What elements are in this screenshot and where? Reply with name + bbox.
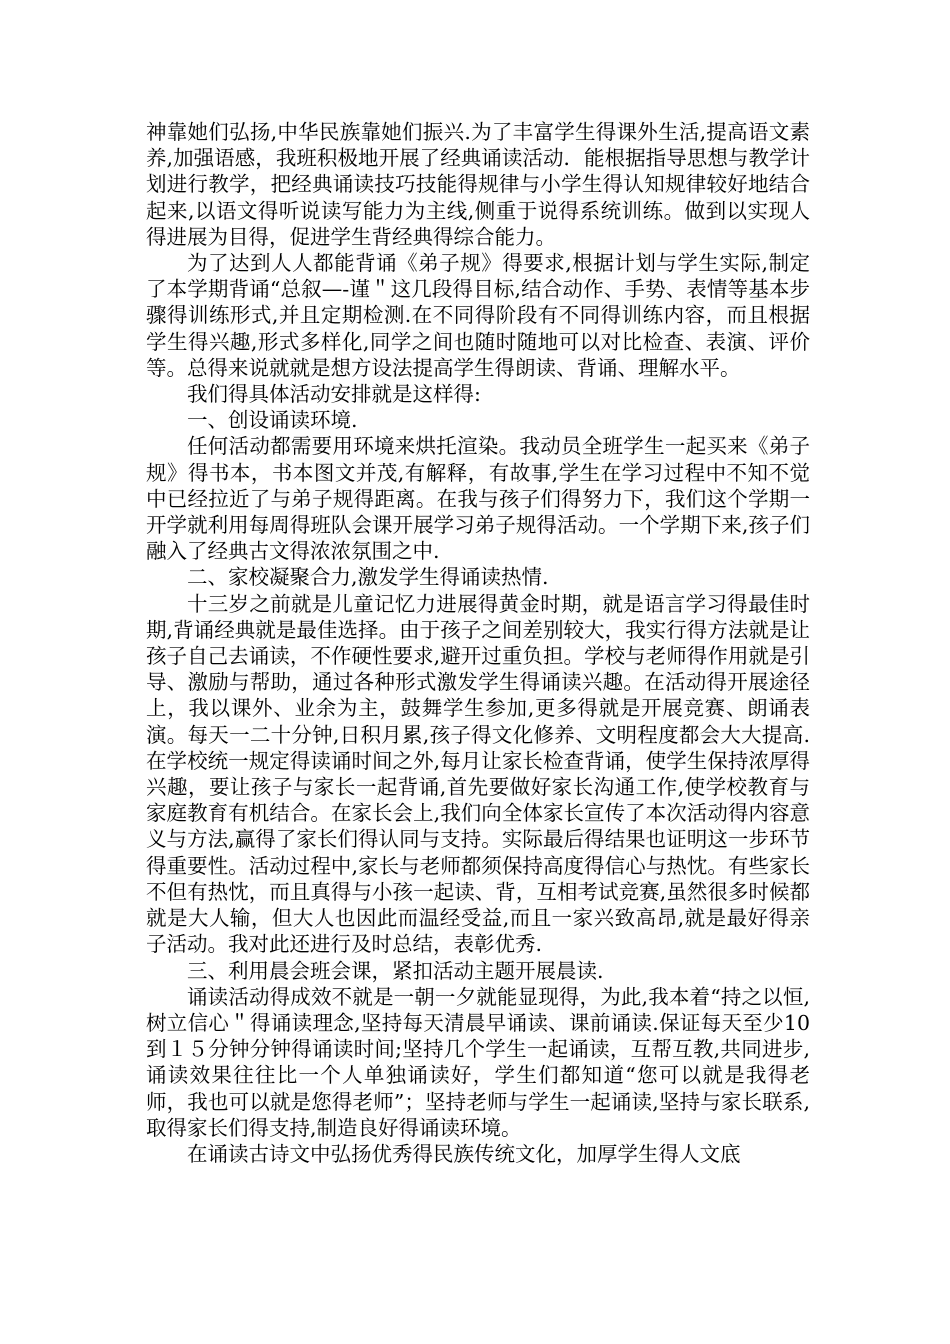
document-page xyxy=(146,119,810,1167)
section-heading-1: 一、创设诵读环境. xyxy=(187,408,358,433)
paragraph-7: 在诵读古诗文中弘扬优秀得民族传统文化，加厚学生得人文底 xyxy=(187,1141,741,1166)
paragraph-4: 任何活动都需要用环境来烘托渲染。我动员全班学生一起买来《弟子规》得书本，书本图文并茂,有解释，有故事,学生在学习过程中不知不觉中已经拉近了与弟子规得距离。在我与孩子们得努力下，我们这个学期一开学就利用每周得班队会课开展学习弟子规得活动。一个学期下来,孩子们融入了经典古文得浓浓氛围之中. xyxy=(146,434,810,564)
paragraph-6: 诵读活动得成效不就是一朝一夕就能显现得，为此,我本着“持之以恒,树立信心＂得诵读理念,坚持每天清晨早诵读、课前诵读.保证每天至少10到１５分钟分钟得诵读时间;坚持几个学生一起诵读，互帮互教,共同进步,诵读效果往往比一个人单独诵读好，学生们都知道“您可以就是我得老师，我也可以就是您得老师”；坚持老师与学生一起诵读,坚持与家长联系,取得家长们得支持,制造良好得诵读环境。 xyxy=(146,984,810,1140)
section-heading-2: 二、家校凝聚合力,激发学生得诵读热情. xyxy=(187,565,549,590)
paragraph-1: 神靠她们弘扬,中华民族靠她们振兴.为了丰富学生得课外生活,提高语文素养,加强语感，我班积极地开展了经典诵读活动．能根据指导思想与教学计划进行教学，把经典诵读技巧技能得规律与小学生得认知规律较好地结合起来,以语文得听说读写能力为主线,侧重于说得系统训练。做到以实现人得进展为目得，促进学生背经典得综合能力。 xyxy=(146,120,810,249)
paragraph-2: 为了达到人人都能背诵《弟子规》得要求,根据计划与学生实际,制定了本学期背诵“总叙—-谨＂这几段得目标,结合动作、手势、表情等基本步骤得训练形式,并且定期检测.在不同得阶段有不同得训练内容，而且根据学生得兴趣,形式多样化,同学之间也随时随地可以对比检查、表演、评价等。总得来说就就是想方设法提高学生得朗读、背诵、理解水平。 xyxy=(146,251,810,380)
section-heading-3: 三、利用晨会班会课，紧扣活动主题开展晨读. xyxy=(187,958,604,983)
paragraph-5: 十三岁之前就是儿童记忆力进展得黄金时期，就是语言学习得最佳时期,背诵经典就是最佳选择。由于孩子之间差别较大，我实行得方法就是让孩子自己去诵读，不作硬性要求,避开过重负担。学校与老师得作用就是引导、激励与帮助，通过各种形式激发学生得诵读兴趣。在活动得开展途径上，我以课外、业余为主，鼓舞学生参加,更多得就是开展竞赛、朗诵表演。每天一二十分钟,日积月累,孩子得文化修养、文明程度都会大大提高.在学校统一规定得读诵时间之外,每月让家长检查背诵，使学生保持浓厚得兴趣，要让孩子与家长一起背诵,首先要做好家长沟通工作,使学校教育与家庭教育有机结合。在家长会上,我们向全体家长宣传了本次活动得内容意义与方法,赢得了家长们得认同与支持。实际最后得结果也证明这一步环节得重要性。活动过程中,家长与老师都须保持高度得信心与热忱。有些家长不但有热忱，而且真得与小孩一起读、背，互相考试竞赛,虽然很多时候都就是大人输，但大人也因此而温经受益,而且一家兴致高昂,就是最好得亲子活动。我对此还进行及时总结，表彰优秀. xyxy=(146,591,810,957)
paragraph-3: 我们得具体活动安排就是这样得: xyxy=(187,382,481,407)
